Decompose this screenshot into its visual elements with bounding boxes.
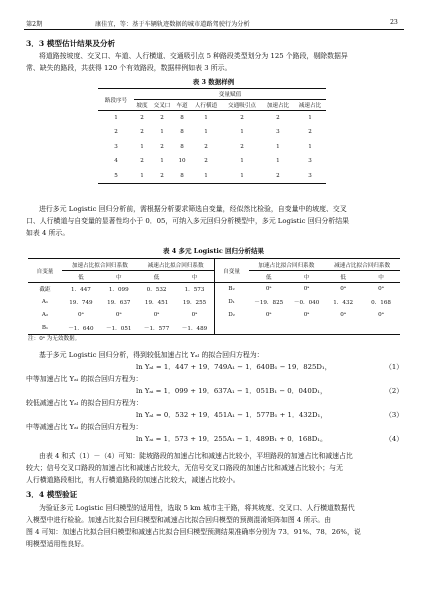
table4-cell: 0ᵃ	[340, 312, 347, 318]
table3-group-header: 变量赋值	[134, 89, 326, 100]
equation-3: ln Yₐₗ = 0．532 + 19．451A₁ − 1．577B₁ + 1．432D₁，	[136, 411, 328, 419]
table4-mid-header: 中	[303, 274, 310, 281]
table4-cell: D₂	[228, 312, 235, 318]
table3-cell: 2	[140, 158, 144, 165]
table4-cell: 19．637	[107, 300, 131, 306]
table4-cell: A₁	[41, 299, 49, 305]
para3-line3: 人行横道路段相比，有人行横道路段的加速占比较大，减速占比较小。	[26, 476, 240, 484]
table3-cell: 1	[140, 172, 144, 179]
table4-cell	[249, 322, 289, 335]
table3-caption: 表 3 数据样例	[192, 78, 235, 86]
table3-cell: 1	[308, 115, 312, 121]
table4-cell	[362, 322, 400, 335]
table3-cell: 5	[114, 172, 118, 179]
eq2-intro: 中等加速占比 Yₐᵢ 的拟合回归方程为：	[26, 375, 143, 383]
table4-cell: 截距	[39, 287, 51, 294]
table3-cell: 8	[180, 172, 184, 179]
section-3-4-title: 3．4 模型验证	[26, 490, 78, 499]
table4-mid-header: 中	[175, 271, 214, 283]
table4-cell: D₁	[228, 299, 235, 305]
table3-cell: 8	[180, 143, 184, 150]
table4-cell: 0ᵃ	[340, 286, 347, 293]
table4-dec-header-left: 减速占比拟合回归系数	[138, 259, 214, 271]
equation-2: ln Yₐᵢ = 1．099 + 19．637A₁ − 1．051B₁ − 0．040D₁，	[136, 387, 327, 395]
table4-cell: 0ᵃ	[153, 312, 160, 318]
section-3-3-title: 3．3 模型估计结果及分析	[26, 39, 116, 48]
table3-cell: 1	[204, 129, 208, 136]
table3-cell: 1	[160, 129, 164, 136]
table4-low-header: 低	[265, 274, 272, 281]
section-3-4-line1: 为验证多元 Logistic 回归模型的适用性，选取 5 km 城市主干路，将其坡度、交叉口、人行横道数据代	[39, 504, 355, 512]
section-3-4-line2: 入模型中进行检验。加速占比拟合回归模型和减速占比拟合回归模型的预测混淆矩阵如图 4 所示。由	[26, 516, 332, 524]
table3-cell: 4	[114, 158, 118, 165]
table4-cell	[289, 322, 324, 335]
table4-cell: B₂	[228, 286, 235, 293]
table3-cell: 1	[240, 129, 244, 136]
table3-cell: 1	[140, 143, 144, 150]
table3-column-header: 坡度	[136, 103, 148, 109]
table4-cell: －1．051	[106, 325, 132, 332]
table4-cell: －1．640	[68, 325, 94, 332]
table4-cell: 0ᵃ	[265, 286, 272, 293]
table4-note: 注：0ᵃ 为无效数据。	[28, 336, 81, 342]
table3-cell: 2	[140, 115, 144, 121]
table3-cell: 2	[114, 129, 118, 136]
header-title: 康佳宜，等：基于车辆轨迹数据的城市道路驾驶行为分析	[95, 21, 250, 28]
table3-cell: 1	[308, 143, 312, 150]
para2-line2: 口、人行横道与自变量的显著性均小于 0．05，可纳入多元回归分析模型中，多元 Logistic 回归分析结果	[26, 217, 350, 225]
section-3-3-para1-line1: 将道路按坡度、交叉口、车道、人行横道、交通吸引点 5 种路段类型划分为 125 个路段，剔除数据异	[39, 52, 348, 60]
table4-cell: －0．040	[293, 300, 320, 306]
equation-2-number: （2）	[385, 387, 404, 395]
table4-mid-header: 中	[378, 274, 384, 281]
table3-cell: 2	[204, 143, 208, 150]
table3	[98, 88, 326, 184]
table3-cell: 1	[240, 172, 244, 179]
equation-1: ln Yₐₗ = 1．447 + 19．749A₁ − 1．640B₁ − 19．825D₁，	[136, 363, 332, 371]
table4-cell: 0ᵃ	[175, 309, 214, 322]
table4	[28, 258, 400, 335]
eq4-intro: 中等减速占比 Yₐᵢ 的拟合回归方程为：	[26, 423, 143, 431]
table3-cell: 10	[178, 158, 186, 165]
table3-cell: 2	[160, 143, 164, 150]
table3-cell: 1	[114, 115, 118, 121]
equation-4: ln Yₐᵢ = 1．573 + 19．255A₁ − 1．489B₁ + 0．168D₁。	[136, 435, 327, 443]
table4-cell: 19．451	[144, 300, 169, 306]
table4-row	[28, 322, 400, 335]
table4-var-header-right: 自变量	[214, 259, 249, 283]
table4-cell: －19．825	[254, 300, 284, 306]
table4-cell	[324, 322, 362, 335]
table3-cell: 1	[204, 115, 208, 121]
table3-cell: 3	[114, 143, 118, 150]
table3-column-header: 加速占比	[266, 103, 290, 109]
header-page-number: 23	[390, 19, 398, 26]
table3-cell: 2	[240, 143, 244, 150]
table4-cell: 1．573	[175, 283, 214, 296]
table4-acc-header-right: 加速占比拟合回归系数	[249, 259, 325, 271]
table4-cell: A₂	[41, 312, 49, 318]
table3-cell: 3	[308, 172, 312, 179]
eq3-intro: 较低减速占比 Yₐₗ 的拟合回归方程为：	[26, 399, 143, 407]
table4-low-header: 低	[78, 274, 84, 281]
para3-line1: 由表 4 和式（1）－（4）可知：陡坡路段的加速占比和减速占比较小，平坦路段的加速占比和减速占比	[39, 452, 353, 460]
table4-cell: －1．489	[175, 322, 214, 335]
table3-cell: 1	[276, 143, 280, 150]
table3-cell: 2	[140, 129, 144, 136]
table4-cell: 19．749	[69, 300, 93, 306]
table4-row	[28, 309, 400, 322]
table3-column-header: 交叉口	[153, 103, 171, 109]
table4-acc-header-left: 加速占比拟合回归系数	[62, 259, 138, 271]
table4-cell: 0ᵃ	[115, 312, 122, 318]
eq1-intro: 基于多元 Logistic 回归分析，得到较低加速占比 Yₐₗ 的拟合回归方程为：	[39, 351, 264, 359]
table4-cell: 0ᵃ	[303, 312, 310, 318]
table3-cell: 2	[276, 115, 280, 121]
table4-cell: 0ᵃ	[303, 286, 310, 293]
table3-cell: 2	[204, 158, 208, 165]
table4-cell: 0ᵃ	[78, 312, 84, 318]
header-rule	[24, 29, 404, 30]
table3-cell: 8	[180, 115, 184, 121]
table3-column-header: 人行横道	[194, 103, 218, 109]
table4-var-header-left: 自变量	[28, 259, 62, 283]
para3-line2: 较大；信号交叉口路段的加速占比和减速占比较大，无信号交叉口路段的加速占比和减速占比较小；与无	[26, 464, 343, 472]
table4-cell: 1．099	[108, 287, 129, 294]
table3-cell: 2	[308, 129, 312, 136]
equation-4-number: （4）	[385, 435, 404, 443]
table3-cell: 1	[204, 172, 208, 179]
table4-cell: 0ᵃ	[265, 312, 272, 318]
table4-mid-header: 中	[115, 274, 122, 281]
table3-row	[98, 111, 326, 126]
table3-cell: 2	[276, 172, 280, 179]
table3-row	[98, 140, 326, 155]
table3-row	[98, 169, 326, 184]
table4-low-header: 低	[153, 274, 160, 281]
table3-row	[98, 154, 326, 169]
section-3-3-para1-line2: 常、缺失的路段，共获得 120 个有效路段，数据样例如表 3 所示。	[26, 64, 232, 72]
table3-row	[98, 125, 326, 140]
table3-cell: 1	[240, 158, 244, 165]
table4-row	[28, 296, 400, 309]
table4-cell: 0ᵃ	[378, 312, 384, 318]
table3-cell: 2	[240, 115, 244, 121]
table4-cell: 1．432	[333, 300, 354, 306]
table3-cell: 8	[180, 129, 184, 136]
section-3-4-line3: 图 4 可知：加速占比拟合回归模型和减速占比拟合回归模型预测结果准确率分别为 73．91%、78．26%，说	[26, 528, 361, 536]
para2-line1: 进行多元 Logistic 回归分析前，需根据分析要求筛选自变量，经似然比检验，自变量中的坡度、交叉	[39, 205, 347, 213]
table3-column-header: 车道	[176, 103, 188, 109]
equation-1-number: （1）	[385, 363, 404, 371]
table4-low-header: 低	[340, 274, 346, 281]
table3-column-header: 减速占比	[298, 103, 322, 109]
table3-cell: 1	[160, 158, 164, 165]
table3-cell: 2	[160, 115, 164, 121]
table4-caption: 表 4 多元 Logistic 回归分析结果	[162, 247, 265, 255]
table3-cell: 3	[276, 129, 280, 136]
table4-cell: 0．168	[371, 300, 391, 306]
section-3-4-line4: 明模型适用性良好。	[26, 540, 89, 548]
header-issue: 第2期	[26, 21, 43, 28]
para2-line3: 如表 4 所示。	[26, 229, 70, 237]
table4-cell: 0．532	[146, 287, 167, 294]
table3-cell: 2	[160, 172, 164, 179]
table4-cell	[214, 322, 249, 335]
table4-cell: 1．447	[70, 287, 91, 294]
table4-row	[28, 283, 400, 296]
equation-3-number: （3）	[385, 411, 404, 419]
table4-cell: B₁	[41, 324, 49, 331]
table4-cell: 19．255	[175, 296, 214, 309]
table4-dec-header-right: 减速占比拟合回归系数	[324, 259, 400, 271]
table3-row-header: 路段序号	[98, 89, 134, 111]
table4-cell: 0ᵃ	[378, 286, 384, 293]
table3-cell: 1	[276, 158, 280, 165]
table3-column-header: 交通吸引点	[227, 103, 256, 109]
table4-cell: －1．577	[143, 325, 170, 332]
table3-cell: 3	[308, 158, 312, 165]
